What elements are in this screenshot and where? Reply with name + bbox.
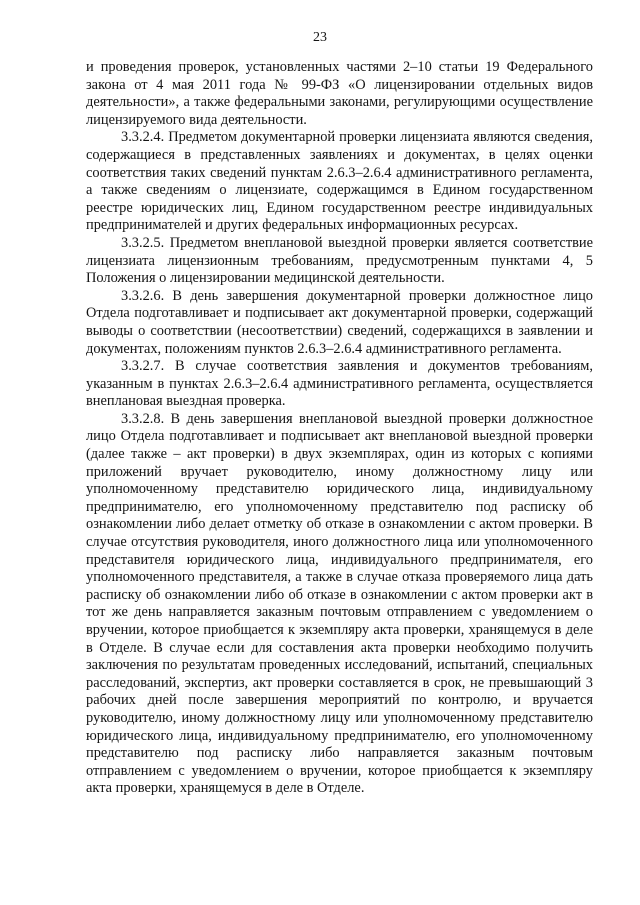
paragraph-3-3-2-6: 3.3.2.6. В день завершения документарной проверки должностное лицо Отдела подготавливает и подписывает акт документарной проверки, содержащий выводы о соответствии (несоответствии) сведений, содержащихся в заявлении и документах, положениям пунктов 2.6.3–2.6.4 административного регламента. bbox=[86, 287, 593, 357]
paragraph-3-3-2-5: 3.3.2.5. Предметом внеплановой выездной проверки является соответствие лицензиата лицензионным требованиям, предусмотренным пунктами 4, 5 Положения о лицензировании медицинской деятельности. bbox=[86, 234, 593, 287]
paragraph-3-3-2-4: 3.3.2.4. Предметом документарной проверки лицензиата являются сведения, содержащиеся в представленных заявлениях и документах, в целях оценки соответствия таких сведений пунктам 2.6.3–2.6.4 административного регламента, а также сведениям о лицензиате, содержащимся в Едином государственном реестре юридических лиц, Едином государственном реестре индивидуальных предпринимателей и других федеральных информационных ресурсах. bbox=[86, 129, 593, 234]
paragraph-3-3-2-8: 3.3.2.8. В день завершения внеплановой выездной проверки должностное лицо Отдела подготавливает и подписывает акт внеплановой выездной проверки (далее также – акт проверки) в двух экземплярах, один из которых с копиями приложений вручает руководителю, иному должностному лицу или уполномоченному представителю юридического лица, индивидуальному предпринимателю, его уполномоченному представителю под расписку об ознакомлении либо делает отметку об отказе в ознакомлении с актом проверки. В случае отсутствия руководителя, иного должностного лица или уполномоченного представителя юридического лица, индивидуального предпринимателя, его уполномоченного представителя, а также в случае отказа проверяемого лица дать расписку об ознакомлении либо об отказе в ознакомлении с актом проверки акт в тот же день направляется заказным почтовым отправлением с уведомлением о вручении, которое приобщается к экземпляру акта проверки, хранящемуся в деле в Отделе. В случае если для составления акта проверки необходимо получить заключения по результатам проведенных исследований, испытаний, специальных расследований, экспертиз, акт проверки составляется в срок, не превышающий 3 рабочих дней после завершения мероприятий по контролю, и вручается руководителю, иному должностному лицу или уполномоченному представителю юридического лица, индивидуальному предпринимателю, его уполномоченному представителю под расписку либо направляется заказным почтовым отправлением с уведомлением о вручении, которое приобщается к экземпляру акта проверки, хранящемуся в деле в Отделе. bbox=[86, 410, 593, 797]
paragraph-continuation: и проведения проверок, установленных частями 2–10 статьи 19 Федерального закона от 4 мая 2011 года № 99-ФЗ «О лицензировании отдельных видов деятельности», а также федеральными законами, регулирующими осуществление лицензируемого вида деятельности. bbox=[86, 59, 593, 128]
page-number: 23 bbox=[313, 30, 327, 45]
document-body bbox=[86, 59, 593, 798]
paragraph-3-3-2-7: 3.3.2.7. В случае соответствия заявления и документов требованиям, указанным в пунктах 2.6.3–2.6.4 административного регламента, осуществляется внеплановая выездная проверка. bbox=[86, 358, 593, 410]
